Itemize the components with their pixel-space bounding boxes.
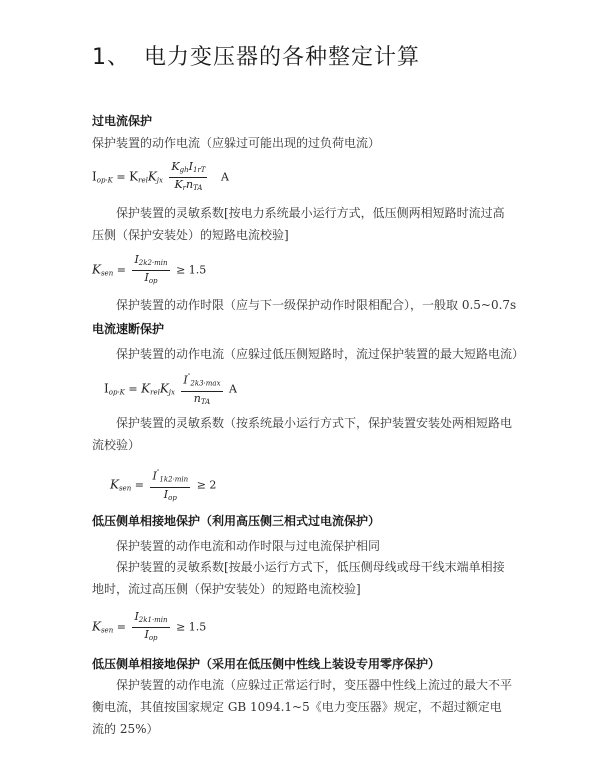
heading-ground-fault-2: 低压侧单相接地保护（采用在低压侧中性线上装设专用零序保护） — [92, 657, 441, 671]
text-s4-para1: 保护装置的动作电流（应躲过正常运行时，变压器中性线上流过的最大不平衡电流，其值按国家规定 GB 1094.1~5《电力变压器》规定，不超过额定电流的 25%） — [92, 678, 513, 736]
heading-overcurrent: 过电流保护 — [92, 114, 153, 128]
formula-s2-sensitivity: $K_{sen}$ = $\frac{I''_{1k2\cdot min}}{I_{op}}$ ≥ 2 — [110, 466, 216, 505]
text-s1-para2: 保护装置的灵敏系数[按电力系统最小运行方式，低压侧两相短路时流过高压侧（保护安装处）的短路电流校验] — [92, 206, 505, 242]
heading-ground-fault-1: 低压侧单相接地保护（利用高压侧三相式过电流保护） — [92, 514, 381, 528]
title-text: 电力变压器的各种整定计算 — [144, 45, 421, 70]
text-s2-line1: 保护装置的动作电流（应躲过低压侧短路时，流过保护装置的最大短路电流） — [116, 347, 525, 361]
text-s1-line3: 保护装置的动作时限（应与下一级保护动作时限相配合），一般取 0.5~0.7s — [116, 298, 517, 312]
formula-s1-sensitivity: $K_{sen}$ = $\frac{I_{2k2\cdot min}}{I_{op}}$ ≥ 1.5 — [92, 253, 207, 285]
formula-s2-op-current: $I_{op\cdot K} = K_{rel}K_{jx}$ $\frac{I''_{2k3\cdot max}}{n_{TA}}$ A — [104, 370, 237, 409]
title-number: 1、 — [92, 45, 130, 70]
text-s3-para2: 保护装置的灵敏系数[按最小运行方式下，低压侧母线或母干线末端单相接地时，流过高压侧（保护安装处）的短路电流校验] — [92, 560, 505, 596]
formula-s3-sensitivity: $K_{sen}$ = $\frac{I_{2k1\cdot min}}{I_{op}}$ ≥ 1.5 — [92, 610, 207, 642]
text-s2-para2: 保护装置的灵敏系数（按系统最小运行方式下，保护装置安装处两相短路电流校验） — [92, 416, 513, 452]
text-s3-line1: 保护装置的动作电流和动作时限与过电流保护相同 — [116, 539, 381, 553]
text-s1-line1: 保护装置的动作电流（应躲过可能出现的过负荷电流） — [92, 136, 381, 150]
formula-s1-op-current: $I_{op\cdot K} = K_{rel}K_{jx}$ $\frac{K_{gh}I_{1rT}}{K_rn_{TA}}$ A — [92, 160, 229, 192]
heading-instantaneous: 电流速断保护 — [92, 322, 165, 336]
page-title — [92, 40, 420, 71]
